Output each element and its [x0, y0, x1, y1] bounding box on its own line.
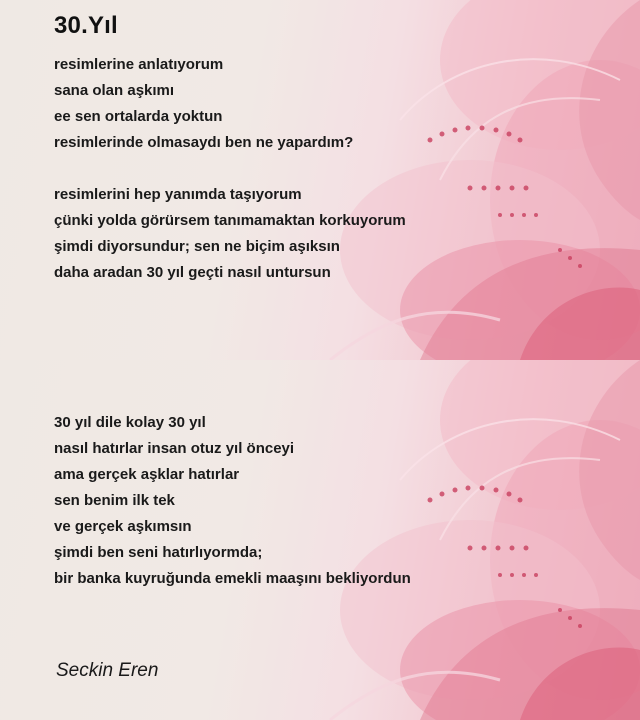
poem-line: daha aradan 30 yıl geçti nasıl untursun	[54, 264, 331, 281]
poem-line: 30 yıl dile kolay 30 yıl	[54, 414, 206, 431]
stanza-2	[54, 182, 406, 286]
poem-line: ama gerçek aşklar hatırlar	[54, 466, 240, 483]
poem-line: sana olan aşkımı	[54, 82, 175, 99]
stanza-1	[54, 52, 353, 156]
author-name: Seckin Eren	[56, 660, 159, 681]
poem-line: resimlerini hep yanımda taşıyorum	[54, 186, 302, 203]
poem-line: sen benim ilk tek	[54, 492, 175, 509]
poem-line: resimlerine anlatıyorum	[54, 56, 224, 73]
poem-line: şimdi diyorsundur; sen ne biçim aşıksın	[54, 238, 340, 255]
poem-line: resimlerinde olmasaydı ben ne yapardım?	[54, 134, 354, 151]
poem-line: çünki yolda görürsem tanımamaktan korkuyorum	[54, 212, 406, 229]
poem-line: ee sen ortalarda yoktun	[54, 108, 223, 125]
poem-card-bottom	[0, 360, 640, 720]
poem-line: bir banka kuyruğunda emekli maaşını bekliyordun	[54, 570, 411, 587]
poem-title: 30.Yıl	[54, 12, 118, 39]
poem-line: şimdi ben seni hatırlıyormda;	[54, 544, 263, 561]
poem-line: ve gerçek aşkımsın	[54, 518, 192, 535]
stanza-3	[54, 410, 411, 592]
poem-line: nasıl hatırlar insan otuz yıl önceyi	[54, 440, 295, 457]
